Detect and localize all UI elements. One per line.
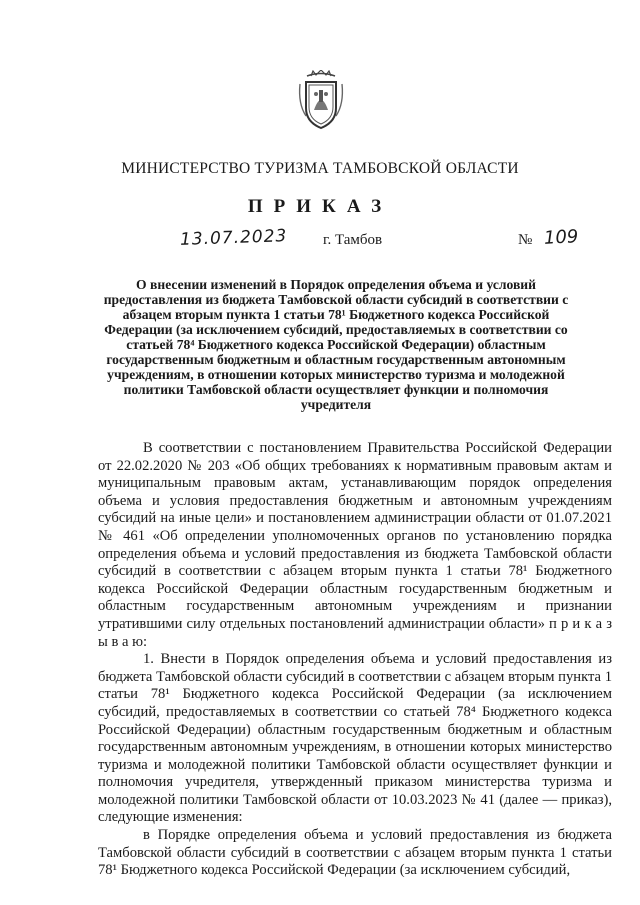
- document-type: ПРИКАЗ: [247, 196, 393, 217]
- coat-of-arms-icon: [297, 70, 345, 130]
- city: г. Тамбов: [323, 232, 383, 248]
- paragraph-item-1: 1. Внести в Порядок определения объема и условий предоставления из бюджета Тамбовской области субсидий в соответствии с абзацем вторым пункта 1 статьи 78¹ Бюджетного кодекса Российской Федерации (за исключением субсидий, предоставляемых в соответствии со статьей 78⁴ Бюджетного кодекса Российской Федерации) областным государственным бюджетным и областным государственным автономным учреждениям, в отношении которых министерство туризма и молодежной политики Тамбовской области осуществляет функции и полномочия учредителя, утвержденный приказом министерства туризма и молодежной политики Тамбовской области от 10.03.2023 № 41 (далее — приказ), следующие изменения:: [98, 651, 612, 826]
- date-number-line: [0, 226, 640, 256]
- order-heading: О внесении изменений в Порядок определения объема и условий предоставления из бюджета Тамбовской области субсидий в соответствии с абзацем вторым пункта 1 статьи 78¹ Бюджетного кодекса Российской Федерации (за исключением субсидий, предоставляемых в соответствии со статьей 78⁴ Бюджетного кодекса Российской Федерации) областным государственным бюджетным и областным государственным автономным учреждениям, в отношении которых министерство туризма и молодежной политики Тамбовской области осуществляет функции и полномочия учредителя: [103, 277, 569, 412]
- handwritten-number: 109: [543, 226, 579, 249]
- ministry-name: МИНИСТЕРСТВО ТУРИЗМА ТАМБОВСКОЙ ОБЛАСТИ: [121, 160, 519, 177]
- paragraph-preamble: В соответствии с постановлением Правительства Российской Федерации от 22.02.2020 № 203 «Об общих требованиях к нормативным правовым актам и муниципальным правовым актам, устанавливающим порядок определения объема и условия предоставления бюджетным и автономным учреждениям субсидий на иные цели» и постановлением администрации области от 01.07.2021 № 461 «Об определении уполномоченных органов по установлению порядка определения объема и условий предоставления из бюджета Тамбовской области субсидий в соответствии с абзацем вторым пункта 1 статьи 78¹ Бюджетного кодекса Российской Федерации областным государственным бюджетным и областным государственным автономным учреждениям и признании утратившими силу отдельных постановлений администрации области» п р и к а з ы в а ю:: [98, 440, 612, 650]
- handwritten-date: 13.07.2023: [179, 226, 288, 250]
- number-label: №: [518, 232, 533, 248]
- document-body: [98, 440, 612, 880]
- paragraph-amendment: в Порядке определения объема и условий предоставления из бюджета Тамбовской области субсидий в соответствии с абзацем вторым пункта 1 статьи 78¹ Бюджетного кодекса Российской Федерации (за исключением субсидий,: [98, 827, 612, 879]
